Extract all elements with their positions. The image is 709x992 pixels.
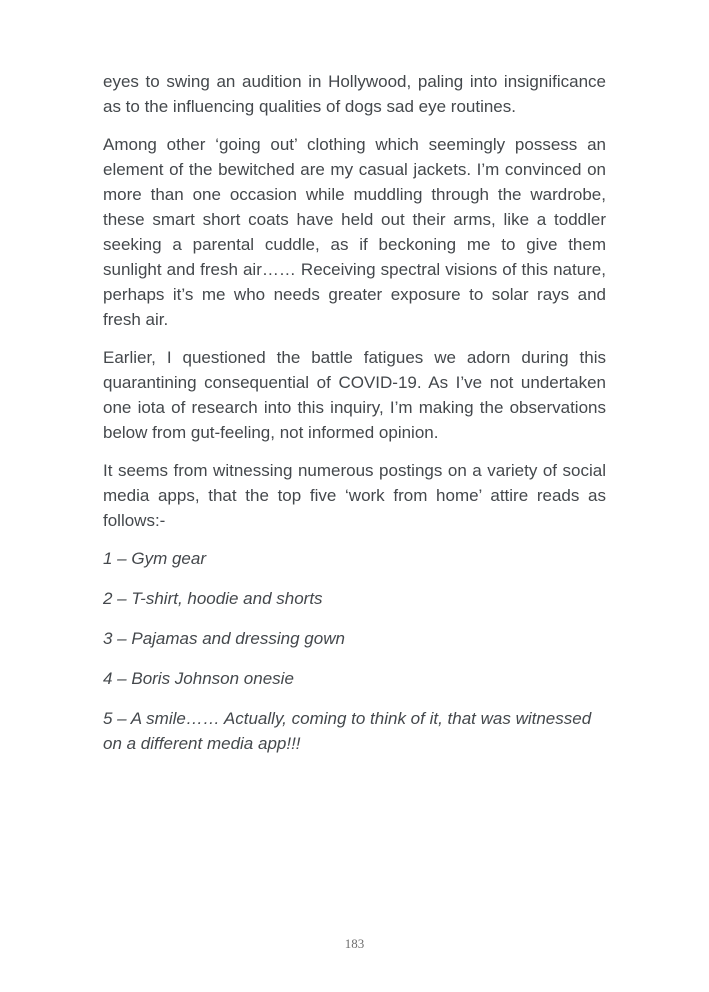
text-block — [103, 69, 606, 771]
paragraph: Among other ‘going out’ clothing which seemingly possess an element of the bewitched are my casual jackets. I’m convinced on more than one occasion while muddling through the wardrobe, these smart short coats have held out their arms, like a toddler seeking a parental cuddle, as if beckoning me to give them sunlight and fresh air…… Receiving spectral visions of this nature, perhaps it’s me who needs greater exposure to solar rays and fresh air. — [103, 135, 606, 329]
paragraph: eyes to swing an audition in Hollywood, paling into insignificance as to the influencing qualities of dogs sad eye routines. — [103, 72, 606, 116]
list-item-4: 4 – Boris Johnson onesie — [103, 669, 294, 688]
list-item-5: 5 – A smile…… Actually, coming to think of it, that was witnessed on a different media app!!! — [103, 709, 592, 753]
list-item-1: 1 – Gym gear — [103, 549, 206, 568]
paragraph: It seems from witnessing numerous postings on a variety of social media apps, that the top five ‘work from home’ attire reads as follows:- — [103, 461, 606, 530]
page-number: 183 — [344, 936, 365, 951]
list-item-2: 2 – T-shirt, hoodie and shorts — [103, 589, 323, 608]
list-item-3: 3 – Pajamas and dressing gown — [103, 629, 345, 648]
paragraph: Earlier, I questioned the battle fatigues we adorn during this quarantining consequential of COVID-19. As I’ve not undertaken one iota of research into this inquiry, I’m making the observations below from gut-feeling, not informed opinion. — [103, 348, 606, 442]
